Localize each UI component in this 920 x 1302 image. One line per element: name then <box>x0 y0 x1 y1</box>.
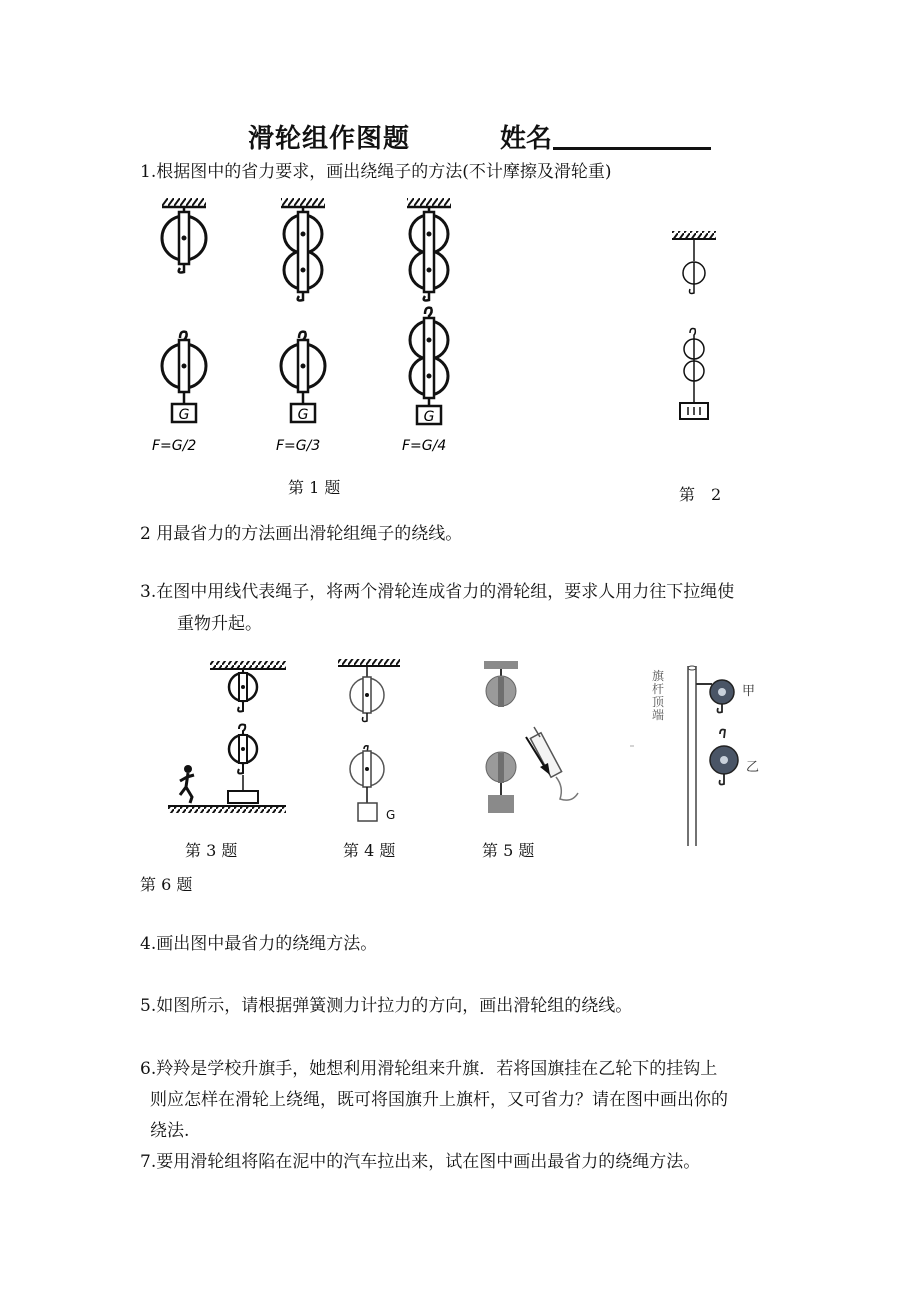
name-blank[interactable] <box>553 147 711 150</box>
force-label-1: F=G/2 <box>152 438 197 454</box>
question-3-line-1: 3.在图中用线代表绳子，将两个滑轮连成省力的滑轮组，要求人用力往下拉绳使 <box>140 582 735 602</box>
question-6-line-1: 6.羚羚是学校升旗手，她想利用滑轮组来升旗．若将国旗挂在乙轮下的挂钩上 <box>140 1059 718 1079</box>
figure-5-pulley-with-spring-scale <box>460 657 590 825</box>
figure-1-pulley-systems <box>150 190 470 460</box>
force-label-2: F=G/3 <box>276 438 321 454</box>
figure-3-caption: 第 3 题 <box>185 841 238 860</box>
spring-scale-icon <box>530 727 578 800</box>
question-6-line-2: 则应怎样在滑轮上绕绳，既可将国旗升上旗杆，又可省力？请在图中画出你的 <box>150 1090 728 1110</box>
question-6-line-3: 绕法. <box>150 1121 190 1141</box>
pulley-system-1 <box>162 198 206 423</box>
question-3-line-2: 重物升起。 <box>177 614 262 634</box>
question-7: 7.要用滑轮组将陷在泥中的汽车拉出来，试在图中画出最省力的绕绳方法。 <box>140 1152 701 1172</box>
figure-2-caption: 第 2 <box>679 485 722 504</box>
person-pulling-icon <box>180 765 194 803</box>
load-g-label-4: G <box>386 808 396 822</box>
pulley-system-3 <box>407 198 451 425</box>
figure-6-flagpole <box>630 660 780 850</box>
name-label: 姓名 <box>500 124 553 154</box>
load-g-3: G <box>423 409 435 425</box>
figure-4-pulley-system <box>330 657 410 825</box>
flagpole-label: 旗杆顶端 <box>652 669 665 722</box>
question-5: 5.如图所示，请根据弹簧测力计拉力的方向，画出滑轮组的绕线。 <box>140 996 633 1016</box>
question-2: 2 用最省力的方法画出滑轮组绳子的绕线。 <box>140 524 463 544</box>
page-title: 滑轮组作图题 <box>248 124 411 154</box>
load-g-2: G <box>297 407 309 423</box>
figure-6-caption: 第 6 题 <box>140 875 193 894</box>
figure-5-caption: 第 5 题 <box>482 841 535 860</box>
figure-3-pulley-with-person <box>168 657 290 825</box>
pulley-yi-label: 乙 <box>746 760 760 775</box>
question-1: 1.根据图中的省力要求，画出绕绳子的方法(不计摩擦及滑轮重) <box>140 162 612 182</box>
pulley-jia-icon <box>696 680 734 713</box>
figure-2-pulley-system <box>660 225 730 425</box>
pulley-yi-icon <box>710 730 738 785</box>
pulley-system-2 <box>281 198 325 423</box>
figure-1-caption: 第 1 题 <box>288 478 341 497</box>
load-g-1: G <box>178 407 190 423</box>
question-4: 4.画出图中最省力的绕绳方法。 <box>140 934 378 954</box>
figure-4-caption: 第 4 题 <box>343 841 396 860</box>
pulley-jia-label: 甲 <box>742 684 756 699</box>
force-label-3: F=G/4 <box>402 438 447 454</box>
